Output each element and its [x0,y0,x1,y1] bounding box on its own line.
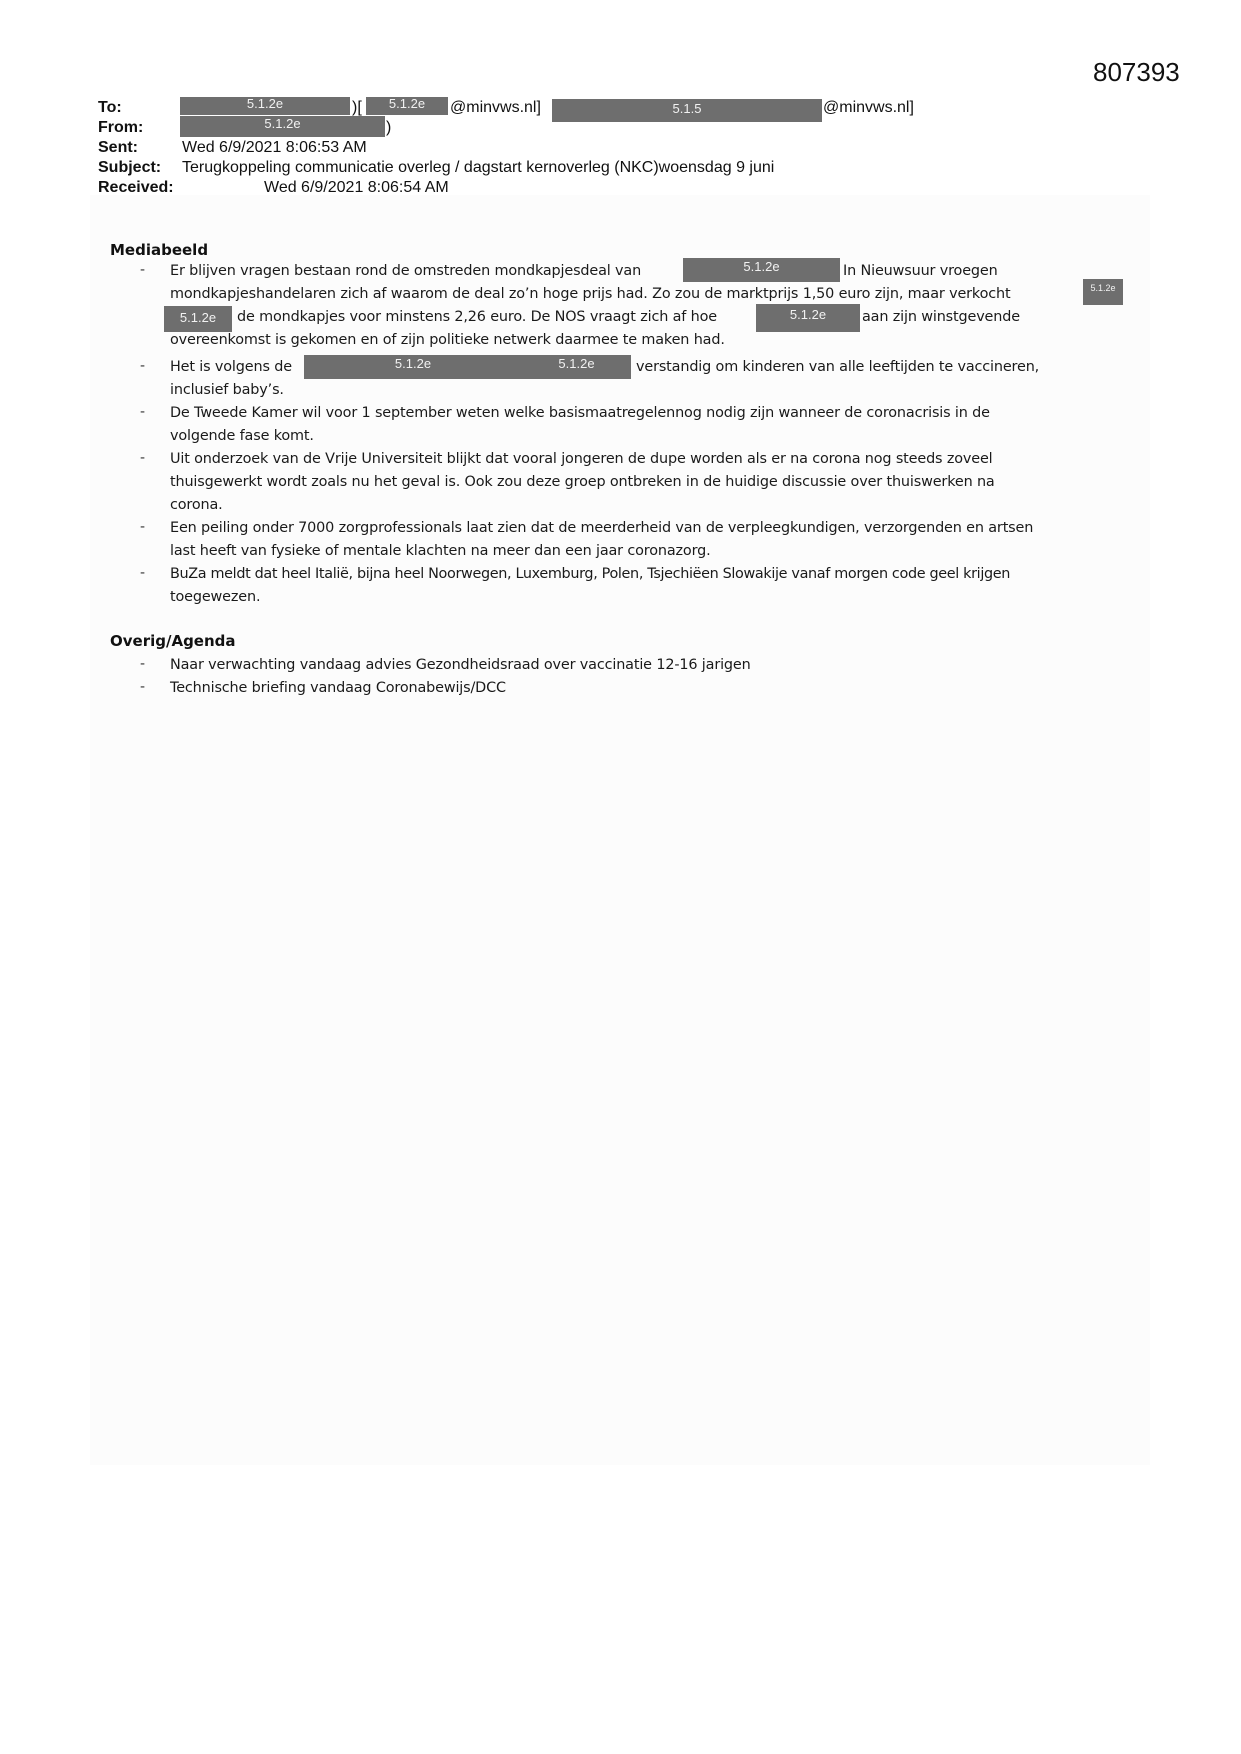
section-title: Mediabeeld [110,241,209,259]
sent-value: Wed 6/9/2021 8:06:53 AM [182,139,367,156]
list-item-text: corona. [170,497,223,513]
list-item-text: mondkapjeshandelaren zich af waarom de deal zo’n hoge prijs had. Zo zou de marktprijs 1,50 euro zijn, maar verkocht [170,286,1011,302]
from-label: From: [98,119,144,136]
list-item-text: Technische briefing vandaag Coronabewijs/DCC [170,680,506,696]
redaction-block: 5.1.5 [552,99,822,122]
list-item-text: verstandig om kinderen van alle leeftijden te vaccineren, [636,359,1040,375]
received-value: Wed 6/9/2021 8:06:54 AM [264,179,449,196]
list-item-text: Naar verwachting vandaag advies Gezondheidsraad over vaccinatie 12-16 jarigen [170,657,751,673]
bullet-icon: - [140,656,146,672]
document-number: 807393 [1093,57,1180,87]
redaction-block: 5.1.2e [180,97,350,115]
list-item-text: last heeft van fysieke of mentale klachten na meer dan een jaar coronazorg. [170,543,711,559]
redaction-block: 5.1.2e [180,116,385,137]
to-domain: @minvws.nl] [823,99,914,116]
bullet-icon: - [140,565,146,581]
redaction-block: 5.1.2e [1083,279,1123,305]
to-label: To: [98,99,122,116]
list-item-text: De Tweede Kamer wil voor 1 september weten welke basismaatregelennog nodig zijn wanneer de coronacrisis in de [170,405,990,421]
redaction-block [304,355,631,379]
list-item-text: Er blijven vragen bestaan rond de omstreden mondkapjesdeal van [170,263,642,279]
received-label: Received: [98,179,174,196]
list-item-text: Het is volgens de [170,359,292,375]
bullet-icon: - [140,450,146,466]
list-item-text: inclusief baby’s. [170,382,284,398]
bullet-icon: - [140,519,146,535]
subject-label: Subject: [98,159,162,176]
sent-label: Sent: [98,139,138,156]
redaction-block: 5.1.2e [164,306,232,332]
list-item-text: volgende fase komt. [170,428,314,444]
list-item-text: Een peiling onder 7000 zorgprofessionals laat zien dat de meerderheid van de verpleegkundigen, verzorgenden en artsen [170,520,1034,536]
list-item-text: toegewezen. [170,589,261,605]
to-separator: )[ [352,99,362,116]
section-title: Overig/Agenda [110,632,236,650]
from-suffix: ) [386,119,392,136]
list-item-text: In Nieuwsuur vroegen [843,263,998,279]
redaction-label: 5.1.2e [558,356,595,371]
list-item-text: Uit onderzoek van de Vrije Universiteit blijkt dat vooral jongeren de dupe worden als er na corona nog steeds zoveel [170,451,993,467]
list-item-text: aan zijn winstgevende [862,309,1020,325]
to-domain: @minvws.nl] [450,99,541,116]
subject-value: Terugkoppeling communicatie overleg / dagstart kernoverleg (NKC)woensdag 9 juni [182,159,775,176]
bullet-icon: - [140,404,146,420]
redaction-label: 5.1.2e [394,356,432,371]
list-item-text: BuZa meldt dat heel Italië, bijna heel Noorwegen, Luxemburg, Polen, Tsjechiëen Slowakije vanaf morgen code geel krijgen [170,566,1011,582]
list-item-text: de mondkapjes voor minstens 2,26 euro. De NOS vraagt zich af hoe [237,309,717,325]
list-item-text: overeenkomst is gekomen en of zijn politieke netwerk daarmee te maken had. [170,332,725,348]
redaction-block: 5.1.2e [366,97,448,115]
redaction-block: 5.1.2e [756,304,860,332]
bullet-icon: - [140,358,146,374]
bullet-icon: - [140,262,146,278]
bullet-icon: - [140,679,146,695]
redaction-block: 5.1.2e [683,258,840,282]
list-item-text: thuisgewerkt wordt zoals nu het geval is. Ook zou deze groep ontbreken in de huidige discussie over thuiswerken na [170,474,995,490]
